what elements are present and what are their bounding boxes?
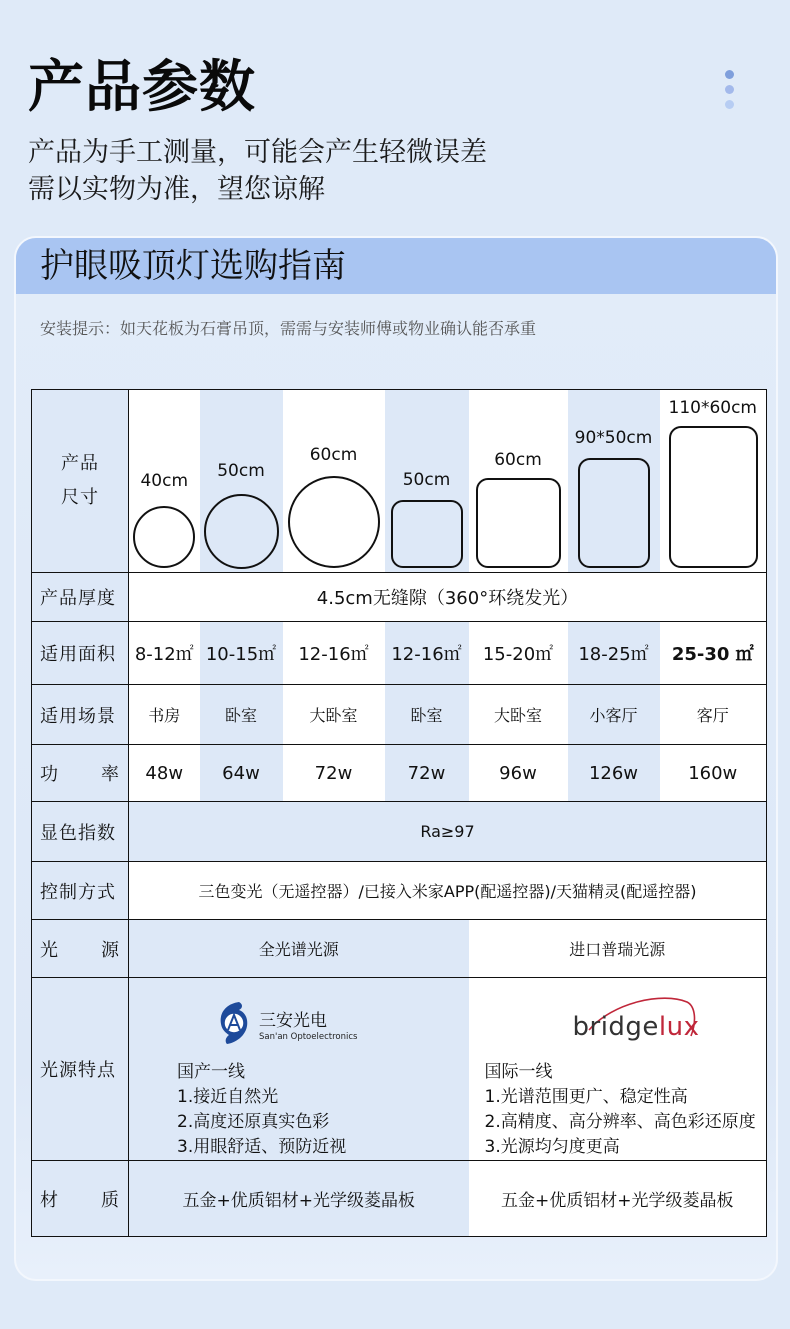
scene-cell: 卧室 [200,685,283,745]
sanan-logo-cn: 三安光电 [259,1011,327,1031]
power-cell: 72w [283,745,385,802]
area-cell: 10-15㎡ [200,622,283,685]
size-cell [283,390,385,573]
light-source-right: 进口普瑞光源 [469,920,767,978]
area-cell: 8-12㎡ [129,622,200,685]
power-cell: 64w [200,745,283,802]
subtitle-line: 需以实物为准，望您谅解 [28,174,325,205]
feature-line: 国际一线 [484,1062,553,1082]
subtitle-line: 产品为手工测量，可能会产生轻微误差 [28,137,487,168]
scene-cell: 客厅 [660,685,767,745]
bridgelux-accent: lux [658,1012,700,1042]
scene-cell: 小客厅 [568,685,660,745]
sanan-logo-icon [217,1000,251,1046]
feature-line: 3.光源均匀度更高 [484,1137,620,1157]
area-cell: 12-16㎡ [385,622,469,685]
guide-card [14,236,778,1281]
area-cell: 12-16㎡ [283,622,385,685]
dot-icon [725,70,734,79]
features-left-lines [129,1060,469,1160]
power-cell: 96w [469,745,568,802]
thickness-label: 产品厚度 [32,573,129,622]
page-title: 产品参数 [28,55,256,120]
power-row [32,745,767,802]
size-label [32,390,129,573]
cri-value: Ra≥97 [129,802,767,862]
features-row [32,978,767,1161]
cri-label: 显色指数 [32,802,129,862]
more-dots-icon [725,70,737,115]
cri-row [32,802,767,862]
control-row [32,862,767,920]
control-value: 三色变光（无遥控器）/已接入米家APP(配遥控器)/天猫精灵(配遥控器) [129,862,767,920]
label-char: 质 [101,1189,120,1211]
size-label-text: 40cm [140,471,189,491]
scene-cell: 大卧室 [469,685,568,745]
square-shape-icon [391,500,463,568]
features-right [469,978,767,1161]
circle-shape-icon [133,506,195,568]
label-line: 产品 [61,453,99,474]
area-cell: 18-25㎡ [568,622,660,685]
light-source-left: 全光谱光源 [129,920,469,978]
size-cell [129,390,200,573]
size-label-text: 90*50cm [574,428,653,448]
scene-cell: 卧室 [385,685,469,745]
power-cell: 48w [129,745,200,802]
material-left: 五金+优质铝材+光学级菱晶板 [129,1161,469,1237]
power-cell: 72w [385,745,469,802]
area-label: 适用面积 [32,622,129,685]
size-label-text: 50cm [217,461,265,481]
label-line: 尺寸 [61,487,99,508]
feature-line: 2.高精度、高分辨率、高色彩还原度 [484,1112,756,1132]
power-cell: 160w [660,745,767,802]
label-char: 源 [101,939,120,961]
control-label: 控制方式 [32,862,129,920]
area-cell: 25-30 ㎡ [660,622,767,685]
material-label [32,1161,129,1237]
features-label: 光源特点 [32,978,129,1161]
scene-row [32,685,767,745]
size-cell [469,390,568,573]
power-cell: 126w [568,745,660,802]
sanan-logo-en: San'an Optoelectronics [259,1032,358,1042]
dot-icon [725,85,734,94]
label-char: 光 [40,939,59,961]
size-label-text: 60cm [309,445,358,465]
square-shape-icon [476,478,561,568]
material-right: 五金+优质铝材+光学级菱晶板 [469,1161,767,1237]
label-char: 率 [101,764,120,785]
size-cell [200,390,283,573]
size-label-text: 110*60cm [668,398,757,418]
area-cell: 15-20㎡ [469,622,568,685]
size-label-text: 50cm [402,470,451,490]
power-label [32,745,129,802]
thickness-value: 4.5cm无缝隙（360°环绕发光） [129,573,767,622]
feature-line: 3.用眼舒适、预防近视 [177,1137,347,1157]
bridgelux-main: bridge [572,1012,659,1042]
feature-line: 2.高度还原真实色彩 [177,1112,330,1132]
scene-cell: 书房 [129,685,200,745]
card-title: 护眼吸顶灯选购指南 [16,238,776,294]
feature-line: 1.接近自然光 [177,1087,279,1107]
install-hint: 安装提示：如天花板为石膏吊顶，需需与安装师傅或物业确认能否承重 [40,319,537,338]
size-cell [385,390,469,573]
bridgelux-logo-group [573,992,703,1050]
size-cell [660,390,767,573]
features-left [129,978,469,1161]
scene-label: 适用场景 [32,685,129,745]
page-subtitle [28,134,487,208]
sanan-logo [129,988,469,1060]
rect-shape-icon [669,426,758,568]
label-char: 功 [40,764,59,785]
features-right-lines [469,1060,767,1160]
thickness-row [32,573,767,622]
light-source-row [32,920,767,978]
rect-shape-icon [578,458,650,568]
dot-icon [725,100,734,109]
size-row [32,390,767,573]
feature-line: 1.光谱范围更广、稳定性高 [484,1087,688,1107]
light-source-label [32,920,129,978]
bridgelux-logo [469,988,767,1060]
size-cell [568,390,660,573]
spec-table [31,389,767,1237]
bridgelux-wordmark [573,1012,700,1042]
area-row [32,622,767,685]
label-char: 材 [40,1189,59,1211]
feature-line: 国产一线 [177,1062,245,1082]
material-row [32,1161,767,1237]
size-label-text: 60cm [494,450,542,470]
circle-shape-icon [288,476,380,568]
circle-shape-icon [204,494,279,569]
scene-cell: 大卧室 [283,685,385,745]
